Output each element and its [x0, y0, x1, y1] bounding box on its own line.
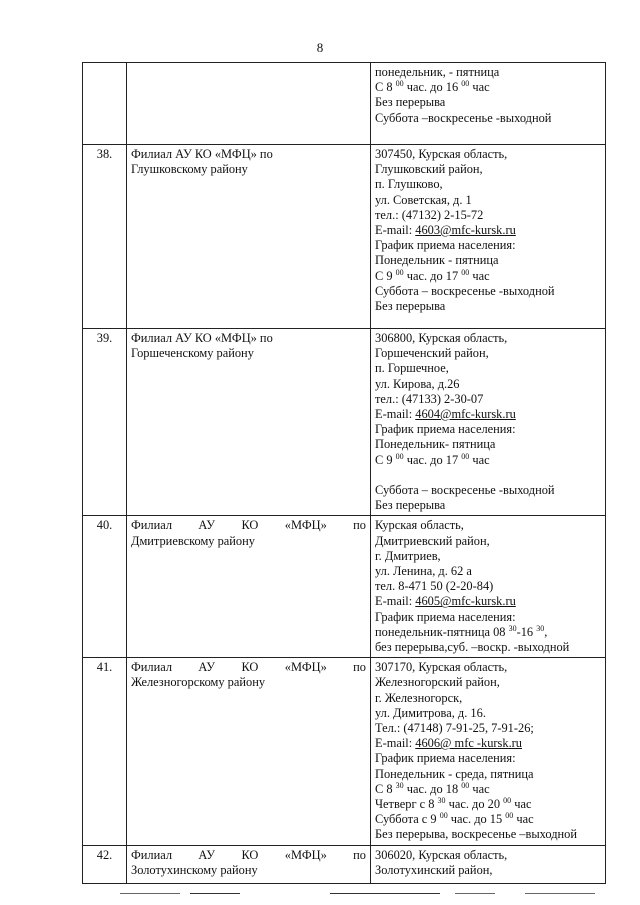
address-line: ул. Димитрова, д. 16.: [375, 705, 486, 720]
branch-name-line2: Горшеченскому району: [131, 346, 254, 361]
schedule-days: понедельник, - пятница: [375, 65, 500, 79]
address-line: Курская область,: [375, 518, 464, 533]
schedule-days: Понедельник- пятница: [375, 437, 496, 452]
schedule-hours: С 8 $^{30}$ час. до 18 $^{00}$ час: [375, 780, 490, 796]
branch-name-line1: Филиал АУ КО «МФЦ» по: [131, 660, 366, 675]
row-number: 42.: [83, 845, 127, 883]
address-line: 307450, Курская область,: [375, 147, 508, 161]
address-line: п. Глушково,: [375, 177, 443, 192]
schedule-title: График приема населения:: [375, 751, 516, 766]
schedule-hours: С 8 $^{00}$ час. до 16 $^{00}$ час: [375, 79, 490, 95]
branch-name-line1: Филиал АУ КО «МФЦ» по: [131, 147, 273, 161]
schedule-hours: С 9 $^{00}$ час. до 17 $^{00}$ час: [375, 267, 490, 283]
schedule-weekend: Суббота – воскресенье -выходной: [375, 283, 555, 298]
branch-name-line2: Золотухинскому району: [131, 862, 258, 877]
table-row-38: [83, 145, 606, 329]
row-number: 40.: [83, 516, 127, 658]
branch-info-cell: [371, 329, 606, 516]
schedule-weekend: без перерыва,суб. –воскр. -выходной: [375, 640, 570, 655]
email-line: E-mail: 4604@mfc-kursk.ru: [375, 407, 516, 422]
schedule-weekend: Суббота –воскресенье -выходной: [375, 110, 552, 125]
row-number: 39.: [83, 329, 127, 516]
table-row-42: [83, 845, 606, 883]
table-row-continuation: [83, 63, 606, 145]
schedule-break: Без перерыва, воскресенье –выходной: [375, 827, 578, 842]
table-row-39: [83, 329, 606, 516]
phone-line: Тел.: (47148) 7-91-25, 7-91-26;: [375, 721, 534, 736]
schedule-title: График приема населения:: [375, 238, 516, 253]
address-line: п. Горшечное,: [375, 361, 449, 376]
branch-name-line1: Филиал АУ КО «МФЦ» по: [131, 518, 366, 533]
schedule-hours: понедельник-пятница 08 $^{30}$-16 $^{30}$,: [375, 623, 548, 639]
schedule-saturday: Суббота с 9 $^{00}$ час. до 15 $^{00}$ час: [375, 811, 534, 827]
address-line: Глушковский район,: [375, 162, 483, 177]
email-link[interactable]: 4603@mfc-kursk.ru: [415, 223, 516, 238]
branch-info-cell: [371, 658, 606, 845]
page-number: 8: [316, 40, 324, 55]
schedule-title: График приема населения:: [375, 422, 516, 437]
address-line: ул. Кирова, д.26: [375, 376, 460, 391]
branch-name-cell: [127, 658, 371, 845]
address-line: Горшеченский район,: [375, 346, 489, 361]
schedule-days: Понедельник - среда, пятница: [375, 766, 534, 781]
address-line: Золотухинский район,: [375, 862, 493, 877]
phone-line: тел.: (47132) 2-15-72: [375, 207, 484, 222]
email-link[interactable]: 4605@mfc-kursk.ru: [415, 594, 516, 609]
scan-mark: [455, 893, 495, 894]
schedule-thursday: Четверг с 8 $^{30}$ час. до 20 $^{00}$ час: [375, 796, 532, 812]
row-number-cell: [83, 63, 127, 145]
branch-name-line1: Филиал АУ КО «МФЦ» по: [131, 331, 273, 345]
branch-name-line2: Железногорскому району: [131, 675, 266, 690]
phone-line: тел. 8-471 50 (2-20-84): [375, 579, 494, 594]
address-line: 306800, Курская область,: [375, 331, 508, 345]
address-line: ул. Ленина, д. 62 а: [375, 564, 472, 579]
phone-line: тел.: (47133) 2-30-07: [375, 391, 484, 406]
scan-mark: [120, 893, 180, 894]
table-row-41: [83, 658, 606, 845]
address-line: 307170, Курская область,: [375, 660, 508, 675]
schedule-weekend: Суббота – воскресенье -выходной: [375, 483, 555, 498]
branch-name-cell: [127, 845, 371, 883]
blank-line: [375, 468, 601, 483]
email-link[interactable]: 4606@ mfc -kursk.ru: [415, 736, 522, 751]
branch-info-cell: [371, 516, 606, 658]
table-row-40: [83, 516, 606, 658]
email-line: E-mail: 4603@mfc-kursk.ru: [375, 223, 516, 238]
schedule-break: Без перерыва: [375, 299, 446, 314]
branch-name-line2: Дмитриевскому району: [131, 533, 255, 548]
scan-mark: [330, 893, 440, 894]
address-line: 306020, Курская область,: [375, 847, 508, 862]
branch-name-cell: [127, 63, 371, 145]
branch-name-cell: [127, 516, 371, 658]
branch-name-line1: Филиал АУ КО «МФЦ» по: [131, 847, 366, 862]
branch-info-cell: [371, 845, 606, 883]
address-line: г. Дмитриев,: [375, 548, 441, 563]
schedule-break: Без перерыва: [375, 95, 446, 110]
email-link[interactable]: 4604@mfc-kursk.ru: [415, 407, 516, 422]
schedule-break: Без перерыва: [375, 498, 446, 513]
branch-info-cell: [371, 63, 606, 145]
row-number: 41.: [83, 658, 127, 845]
address-line: г. Железногорск,: [375, 690, 463, 705]
address-line: ул. Советская, д. 1: [375, 192, 472, 207]
email-line: E-mail: 4605@mfc-kursk.ru: [375, 594, 516, 609]
address-line: Железногорский район,: [375, 675, 500, 690]
branch-name-cell: [127, 145, 371, 329]
scan-mark: [525, 893, 595, 894]
branch-table: [82, 62, 606, 884]
scan-mark: [190, 893, 240, 894]
address-line: Дмитриевский район,: [375, 533, 490, 548]
schedule-hours: С 9 $^{00}$ час. до 17 $^{00}$ час: [375, 451, 490, 467]
schedule-days: Понедельник - пятница: [375, 253, 499, 268]
branch-info-cell: [371, 145, 606, 329]
branch-name-cell: [127, 329, 371, 516]
row-number: 38.: [83, 145, 127, 329]
email-line: E-mail: 4606@ mfc -kursk.ru: [375, 736, 522, 751]
branch-name-line2: Глушковскому району: [131, 162, 248, 177]
schedule-title: График приема населения:: [375, 609, 516, 624]
